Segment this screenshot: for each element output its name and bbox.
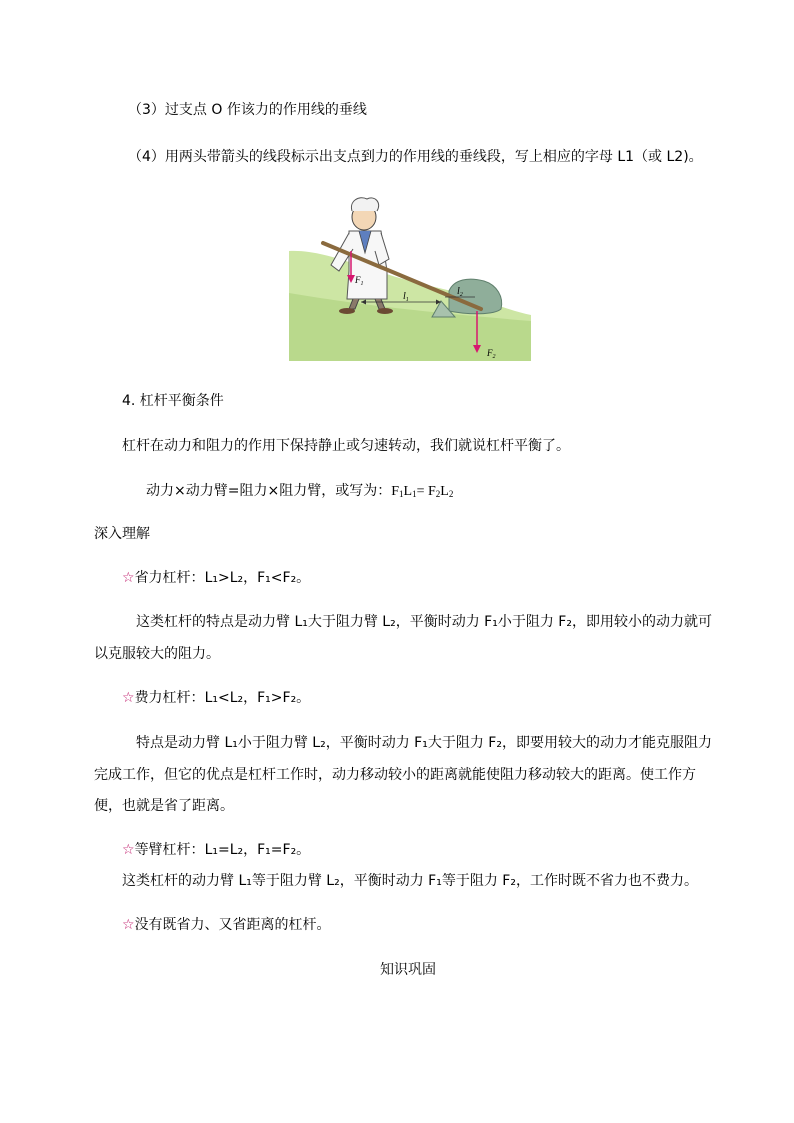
type2-desc-line3: 便，也就是省了距离。 bbox=[94, 798, 234, 814]
person-hair bbox=[351, 198, 378, 211]
type3-title: 等臂杠杆： bbox=[134, 842, 205, 858]
step-4-text: （4）用两头带箭头的线段标示出支点到力的作用线的垂线段，写上相应的字母 L1（或 L2)。 bbox=[128, 149, 703, 165]
type3-heading bbox=[122, 840, 310, 860]
note-line bbox=[122, 915, 331, 935]
type1-desc-line1: 这类杠杆的特点是动力臂 L₁大于阻力臂 L₂，平衡时动力 F₁小于阻力 F₂，即用较小的动力就可 bbox=[136, 614, 712, 630]
type1-heading bbox=[122, 568, 310, 588]
balance-formula bbox=[146, 481, 453, 504]
deep-understanding-heading: 深入理解 bbox=[94, 526, 150, 542]
l2-label: $l_2$ bbox=[457, 286, 463, 298]
type2-heading bbox=[122, 688, 310, 708]
type2-title: 费力杠杆： bbox=[134, 690, 205, 706]
person-right-shoe bbox=[377, 308, 393, 314]
f1-label: $F_1$ bbox=[355, 275, 364, 287]
consolidation-heading: 知识巩固 bbox=[380, 962, 436, 978]
formula-text: 动力×动力臂=阻力×阻力臂，或写为： bbox=[146, 483, 392, 499]
type3-desc-line1: 这类杠杆的动力臂 L₁等于阻力臂 L₂，平衡时动力 F₁等于阻力 F₂，工作时既不省力也不费力。 bbox=[122, 873, 698, 889]
formula-expression: $F_1L_1= F_2L_2$ bbox=[391, 484, 454, 499]
type2-condition: L₁<L₂，F₁>F₂。 bbox=[204, 690, 311, 706]
person-left-shoe bbox=[339, 308, 355, 314]
lever-illustration bbox=[289, 193, 531, 361]
section-4-title: 4. 杠杆平衡条件 bbox=[122, 393, 224, 409]
lever-svg bbox=[289, 193, 531, 361]
balance-definition: 杠杆在动力和阻力的作用下保持静止或匀速转动，我们就说杠杆平衡了。 bbox=[122, 438, 570, 454]
star-icon: ☆ bbox=[122, 570, 135, 586]
type1-condition: L₁>L₂，F₁<F₂。 bbox=[204, 570, 311, 586]
note-text: 没有既省力、又省距离的杠杆。 bbox=[134, 917, 331, 933]
l1-label: $l_1$ bbox=[403, 291, 409, 303]
star-icon: ☆ bbox=[122, 690, 135, 706]
type2-desc-line1: 特点是动力臂 L₁小于阻力臂 L₂，平衡时动力 F₁大于阻力 F₂，即要用较大的动力才能克服阻力 bbox=[136, 735, 712, 751]
star-icon: ☆ bbox=[122, 917, 135, 933]
type1-desc-line2: 以克服较大的阻力。 bbox=[94, 646, 220, 662]
step-3-text: （3）过支点 O 作该力的作用线的垂线 bbox=[128, 102, 367, 118]
star-icon: ☆ bbox=[122, 842, 135, 858]
type1-title: 省力杠杆： bbox=[134, 570, 205, 586]
type2-desc-line2: 完成工作，但它的优点是杠杆工作时，动力移动较小的距离就能使阻力移动较大的距离。使工作方 bbox=[94, 767, 696, 783]
type3-condition: L₁=L₂，F₁=F₂。 bbox=[204, 842, 311, 858]
f2-label: $F_2$ bbox=[487, 348, 496, 360]
